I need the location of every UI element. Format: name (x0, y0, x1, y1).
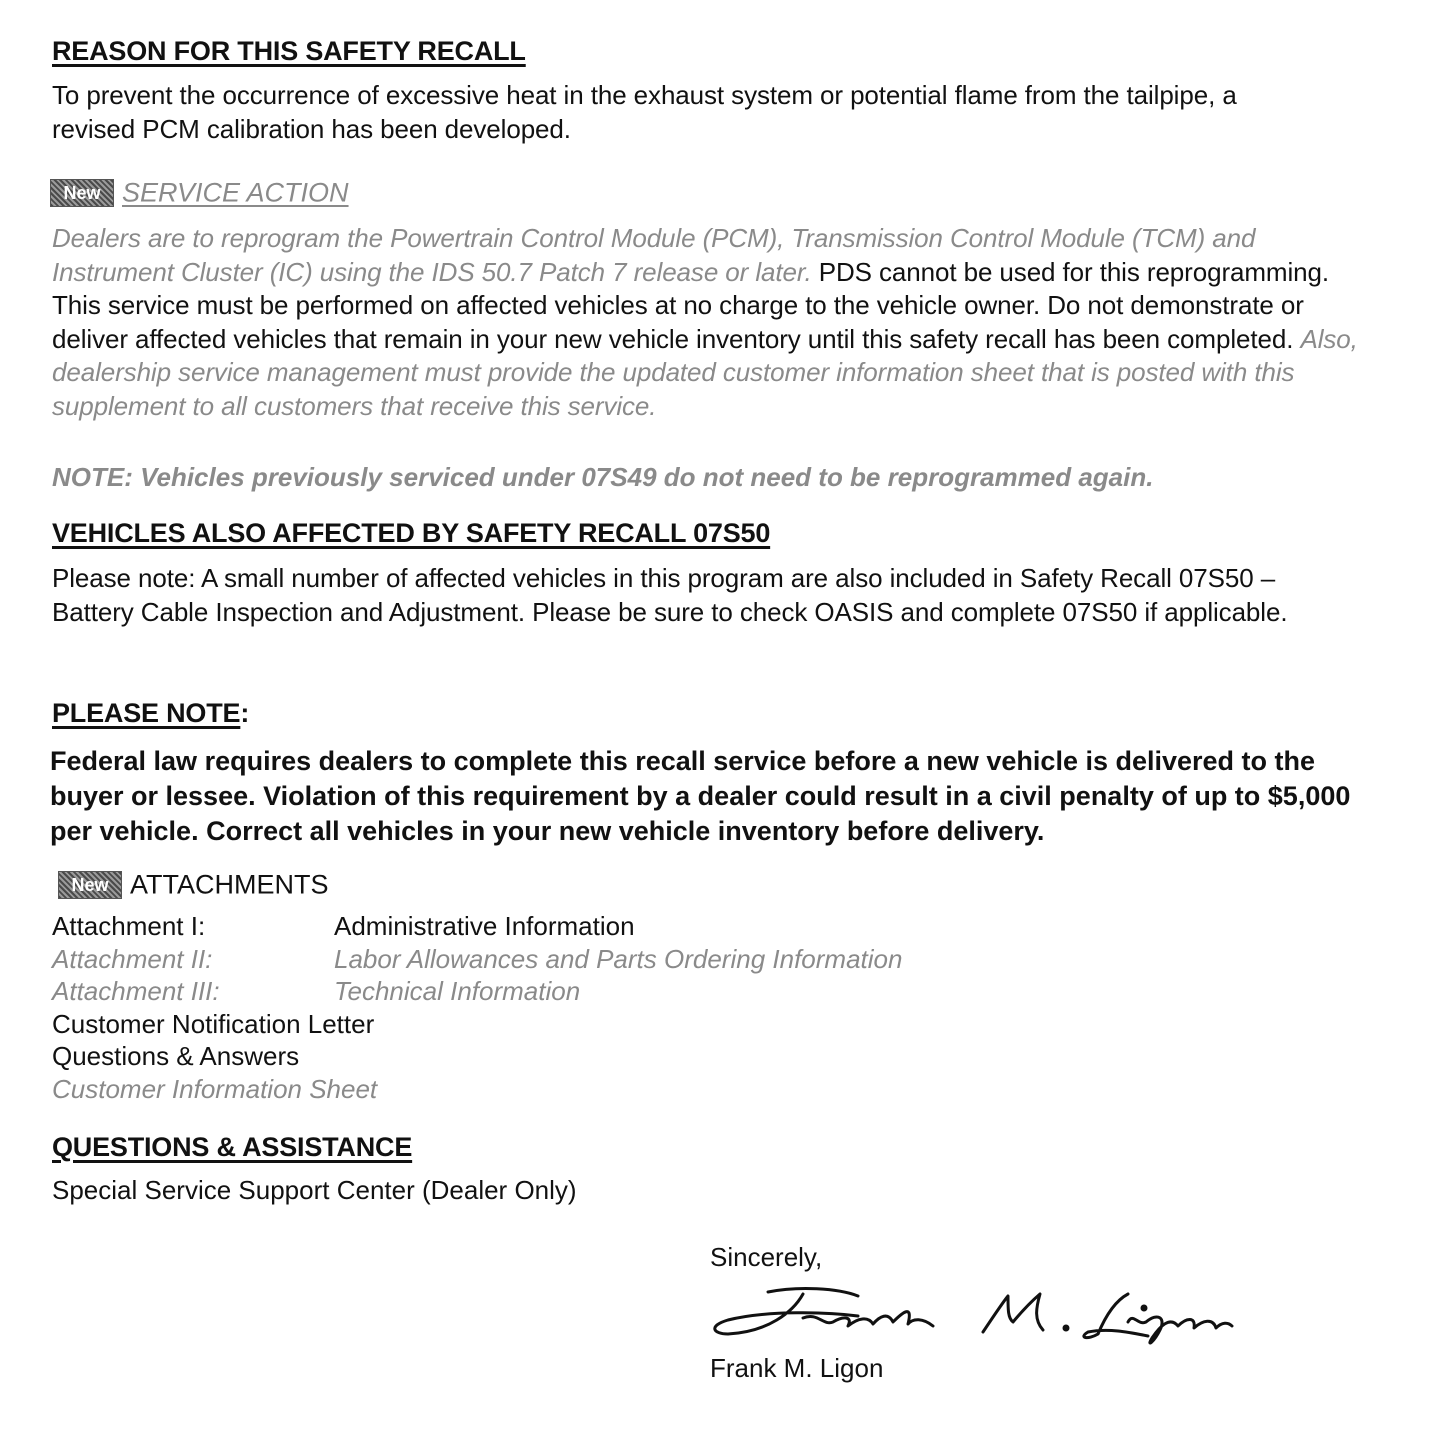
service-action-text-gray-2: Also, dealership service management must provide the updated customer information sheet that is posted with this supplement to all customers that receive this service. (52, 323, 1358, 421)
new-badge-icon: New (58, 871, 122, 899)
attachment-value: Labor Allowances and Parts Ordering Information (334, 943, 903, 974)
reason-heading: REASON FOR THIS SAFETY RECALL (52, 36, 526, 66)
also-affected-heading: VEHICLES ALSO AFFECTED BY SAFETY RECALL 07S50 (52, 518, 771, 548)
please-note-colon: : (240, 698, 250, 728)
attachment-extra-item: Questions & Answers (52, 1041, 300, 1071)
attachment-extra-item: Customer Information Sheet (52, 1073, 378, 1104)
attachment-row (52, 910, 902, 943)
service-action-text-black: PDS cannot be used for this reprogramming. This service must be performed on affected vehicles at no charge to the vehicle owner. Do not demonstrate or deliver affected vehicles that remain in your new vehicle inventory until this safety recall has been completed. (52, 256, 1329, 354)
handwritten-signature (708, 1282, 1238, 1352)
attachment-value: Technical Information (334, 976, 581, 1006)
attachment-label: Attachment II: (52, 943, 213, 974)
questions-heading: QUESTIONS & ASSISTANCE (52, 1132, 413, 1162)
service-action-heading (50, 176, 349, 208)
service-action-label: SERVICE ACTION (122, 177, 349, 208)
attachment-row (52, 943, 902, 976)
new-badge-icon: New (50, 179, 114, 207)
salutation: Sincerely, (710, 1242, 823, 1272)
service-action-note: NOTE: Vehicles previously serviced under 07S49 do not need to be reprogrammed again. (52, 462, 1154, 492)
attachment-value: Administrative Information (334, 911, 635, 941)
attachment-extra-item: Customer Notification Letter (52, 1008, 375, 1039)
please-note-label: PLEASE NOTE (52, 698, 241, 728)
service-action-body (52, 222, 1372, 423)
attachment-label: Attachment I: (52, 911, 206, 941)
please-note-body: Federal law requires dealers to complete this recall service before a new vehicle is delivered to the buyer or lessee. Violation of this requirement by a dealer could result in a civil penalty of up to $5,000 per vehicle. Correct all vehicles in your new vehicle inventory before delivery. (50, 746, 1351, 846)
attachments-list (52, 910, 902, 1105)
attachment-label: Attachment III: (52, 976, 220, 1006)
service-action-text-gray-1: Dealers are to reprogram the Powertrain Control Module (PCM), Transmission Control Module (TCM) and Instrument Cluster (IC) using the IDS 50.7 Patch 7 release or later. (52, 223, 1256, 287)
signer-name: Frank M. Ligon (710, 1353, 884, 1383)
questions-body: Special Service Support Center (Dealer Only) (52, 1175, 577, 1205)
reason-body: To prevent the occurrence of excessive heat in the exhaust system or potential flame from the tailpipe, a revised PCM calibration has been developed. (52, 80, 1237, 144)
attachment-row (52, 975, 902, 1008)
please-note-heading (52, 698, 249, 729)
attachments-label: ATTACHMENTS (130, 869, 329, 900)
attachments-heading (58, 868, 329, 900)
also-affected-body: Please note: A small number of affected vehicles in this program are also included in Safety Recall 07S50 – Battery Cable Inspection and Adjustment. Please be sure to check OASIS and complete 07S50 if applicable. (52, 563, 1288, 627)
